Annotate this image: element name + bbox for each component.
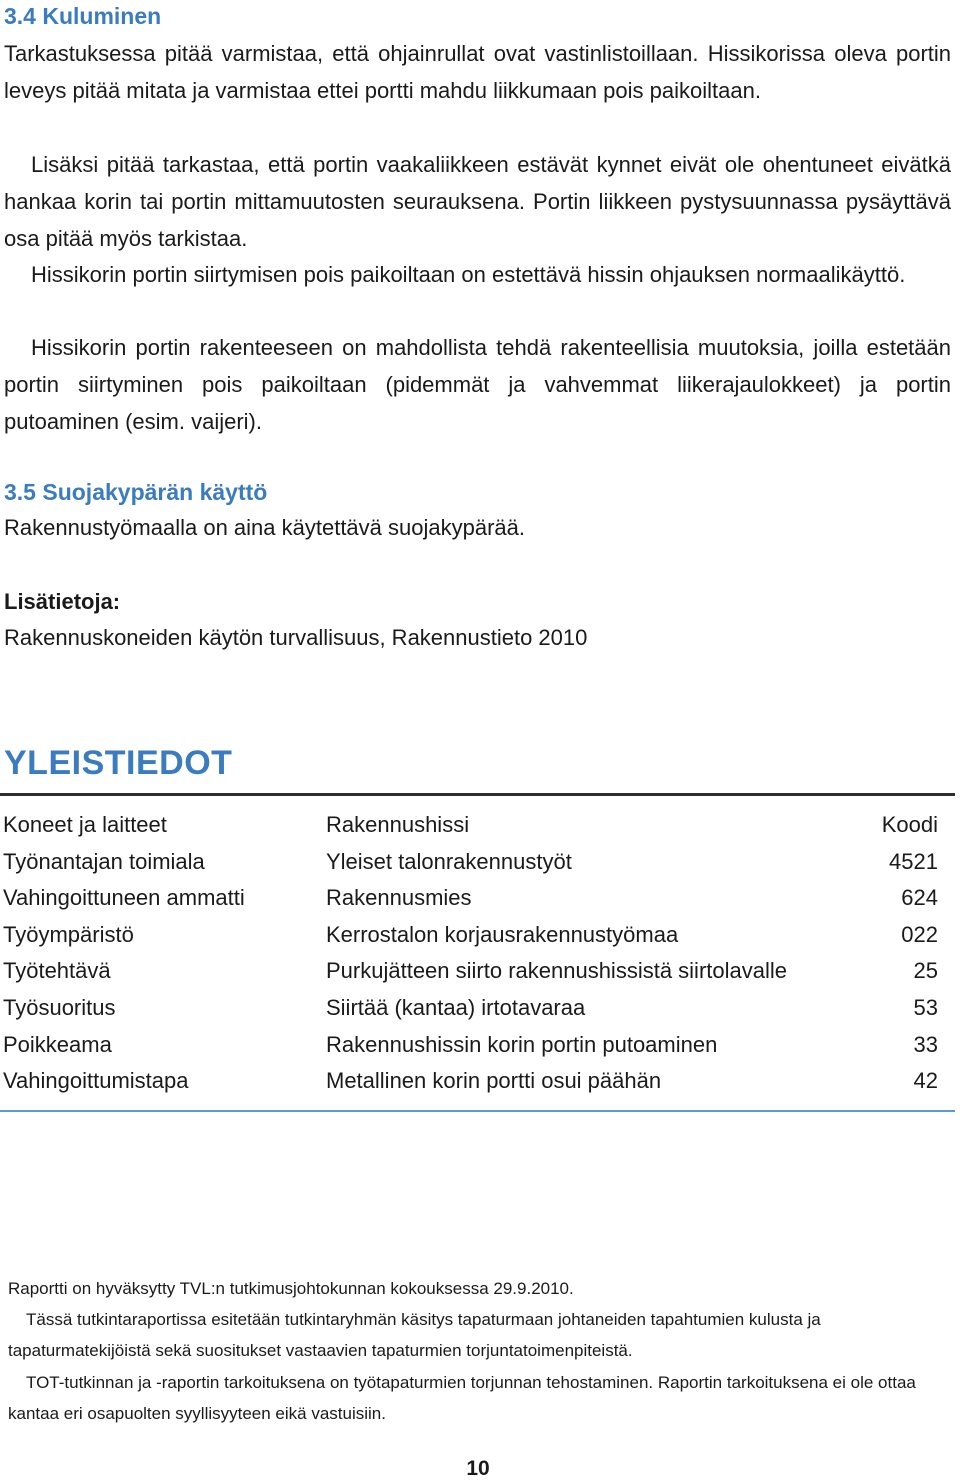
table-row bbox=[0, 879, 940, 916]
table-row bbox=[0, 843, 940, 880]
row-value: Yleiset talonrakennustyöt bbox=[326, 848, 572, 874]
page-number: 10 bbox=[466, 1457, 490, 1480]
row-label: Vahingoittuneen ammatti bbox=[3, 885, 245, 911]
table-row bbox=[0, 1026, 940, 1063]
row-label: Työsuoritus bbox=[3, 994, 116, 1020]
section-heading-suojakypara: 3.5 Suojakypärän käyttö bbox=[4, 479, 268, 505]
row-label: Poikkeama bbox=[3, 1031, 112, 1057]
row-code: 53 bbox=[913, 994, 938, 1020]
row-code: 25 bbox=[913, 958, 938, 984]
row-value: Rakennushissi bbox=[326, 812, 470, 837]
general-info-title: YLEISTIEDOT bbox=[4, 744, 233, 782]
approval-note: Raportti on hyväksytty TVL:n tutkimusjohtokunnan kokouksessa 29.9.2010. bbox=[8, 1279, 574, 1298]
row-code: 33 bbox=[913, 1031, 938, 1057]
row-label: Koneet ja laitteet bbox=[3, 812, 167, 837]
table-bottom-divider bbox=[0, 1110, 955, 1112]
paragraph: Lisäksi pitää tarkastaa, että portin vaakaliikkeen estävät kynnet eivät ole ohentuneet eivätkä hankaa korin tai portin mittamuutosten seurauksena. Portin liikkeen pystysuunnassa pysäyttävä osa pitää myös tarkistaa. bbox=[4, 152, 951, 251]
row-value: Purkujätteen siirto rakennushissistä siirtolavalle bbox=[326, 958, 787, 984]
row-code: 624 bbox=[901, 885, 938, 911]
further-info-text: Rakennuskoneiden käytön turvallisuus, Rakennustieto 2010 bbox=[4, 625, 588, 650]
paragraph: Hissikorin portin siirtymisen pois paikoiltaan on estettävä hissin ohjauksen normaalikäyttö. bbox=[31, 262, 906, 287]
general-info-table bbox=[0, 806, 940, 1099]
table-row bbox=[0, 916, 940, 953]
paragraph: Rakennustyömaalla on aina käytettävä suojakypärää. bbox=[4, 515, 525, 540]
row-label: Työympäristö bbox=[3, 921, 134, 947]
row-value: Rakennusmies bbox=[326, 885, 472, 911]
table-row bbox=[0, 952, 940, 989]
row-value: Rakennushissin korin portin putoaminen bbox=[326, 1031, 718, 1057]
row-code: Koodi bbox=[881, 812, 938, 837]
report-purpose: TOT-tutkinnan ja -raportin tarkoituksena on työtapaturmien torjunnan tehostaminen. Raportin tarkoituksena ei ole ottaa kantaa eri osapuolten syyllisyyteen eikä vastuisiin. bbox=[8, 1373, 916, 1423]
row-code: 42 bbox=[913, 1068, 938, 1094]
table-row bbox=[0, 989, 940, 1026]
table-row bbox=[0, 806, 940, 843]
report-description: Tässä tutkintaraportissa esitetään tutkintaryhmän käsitys tapaturmaan johtaneiden tapahtumien kulusta ja tapaturmatekijöistä sekä suositukset vastaavien tapaturmien torjuntatoimenpiteistä. bbox=[8, 1310, 821, 1360]
paragraph: Tarkastuksessa pitää varmistaa, että ohjainrullat ovat vastinlistoillaan. Hissikorissa oleva portin leveys pitää mitata ja varmistaa ettei portti mahdu liikkumaan pois paikoiltaan. bbox=[4, 41, 951, 103]
row-label: Työnantajan toimiala bbox=[3, 848, 205, 874]
row-label: Vahingoittumistapa bbox=[3, 1068, 189, 1094]
row-code: 022 bbox=[901, 921, 938, 947]
further-info-label: Lisätietoja: bbox=[4, 589, 121, 614]
row-value: Siirtää (kantaa) irtotavaraa bbox=[326, 994, 586, 1020]
row-value: Kerrostalon korjausrakennustyömaa bbox=[326, 921, 679, 947]
table-row bbox=[0, 1062, 940, 1099]
row-code: 4521 bbox=[889, 848, 938, 874]
table-top-divider bbox=[0, 793, 955, 796]
section-heading-kuluminen: 3.4 Kuluminen bbox=[4, 3, 162, 29]
row-value: Metallinen korin portti osui päähän bbox=[326, 1068, 662, 1094]
paragraph: Hissikorin portin rakenteeseen on mahdollista tehdä rakenteellisia muutoksia, joilla estetään portin siirtyminen pois paikoiltaan (pidemmät ja vahvemmat liikerajaulokkeet) ja portin putoaminen (esim. vaijeri). bbox=[4, 335, 951, 434]
row-label: Työtehtävä bbox=[3, 958, 111, 984]
